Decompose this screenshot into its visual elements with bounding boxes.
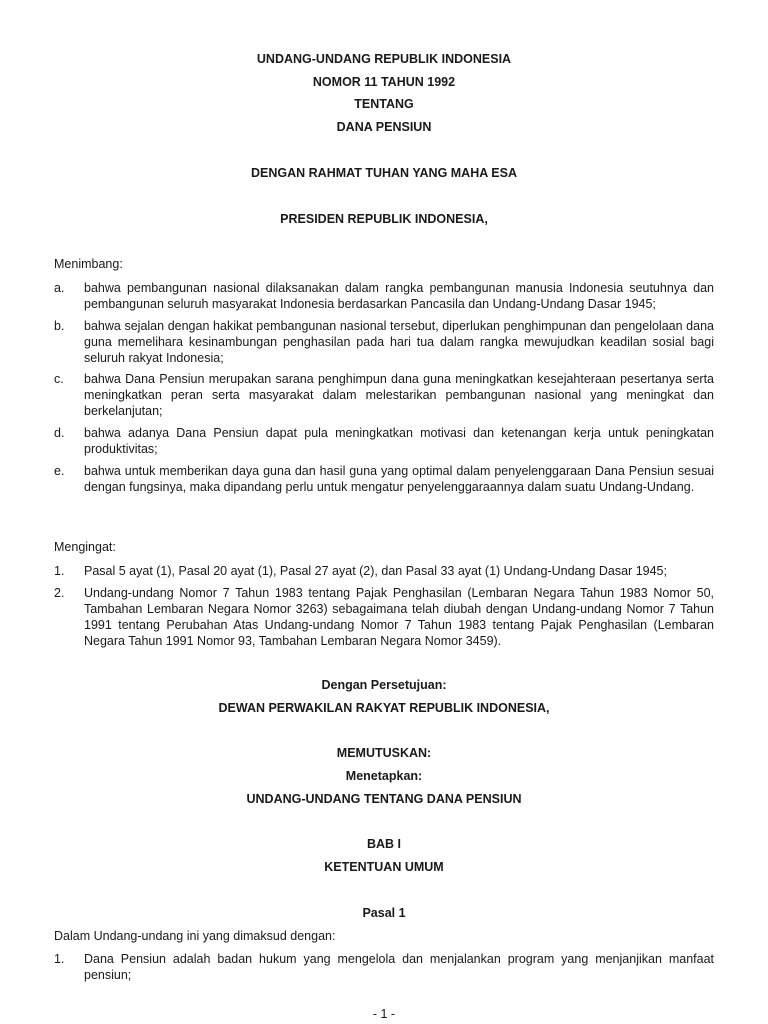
item-text: bahwa untuk memberikan daya guna dan hasil guna yang optimal dalam penyelenggaraan Dana Pensiun sesuai dengan fungsinya, maka dipandang perlu untuk mengatur penyelenggaraannya dalam suatu Undang-Undang. — [84, 464, 714, 494]
item-marker: c. — [54, 372, 64, 386]
law-number: NOMOR 11 TAHUN 1992 — [312, 75, 456, 89]
law-name-heading: UNDANG-UNDANG TENTANG DANA PENSIUN — [246, 792, 522, 806]
item-marker: d. — [54, 426, 65, 440]
item-text: Dana Pensiun adalah badan hukum yang mengelola dan menjalankan program yang menjanjikan manfaat pensiun; — [84, 952, 714, 982]
article-title: Pasal 1 — [362, 906, 406, 920]
enactment-heading: Menetapkan: — [345, 769, 423, 783]
law-title: UNDANG-UNDANG REPUBLIK INDONESIA — [256, 52, 512, 66]
mengingat-item — [54, 563, 714, 579]
decision-heading: MEMUTUSKAN: — [336, 746, 432, 760]
menimbang-item — [54, 463, 714, 495]
item-marker: a. — [54, 281, 65, 295]
item-marker: 2. — [54, 586, 65, 600]
item-text: bahwa pembangunan nasional dilaksanakan dalam rangka pembangunan manusia Indonesia seutuhnya dan pembangunan seluruh masyarakat Indonesia berdasarkan Pancasila dan Undang-Undang Dasar 1945; — [84, 281, 714, 311]
item-text: bahwa adanya Dana Pensiun dapat pula meningkatkan motivasi dan ketenangan kerja untuk peningkatan produktivitas; — [84, 426, 714, 456]
menimbang-item — [54, 280, 714, 312]
mengingat-label: Mengingat: — [54, 540, 116, 554]
president-heading: PRESIDEN REPUBLIK INDONESIA, — [280, 212, 488, 226]
item-text: bahwa sejalan dengan hakikat pembangunan nasional tersebut, diperlukan penghimpunan dan pengelolaan dana guna memelihara kesinambungan penghasilan pada hari tua dalam rangka mewujudkan keadilan sosial bagi seluruh rakyat Indonesia; — [84, 319, 714, 365]
mengingat-item — [54, 585, 714, 649]
menimbang-item — [54, 318, 714, 366]
chapter-number: BAB I — [366, 837, 402, 851]
menimbang-item — [54, 371, 714, 419]
item-marker: 1. — [54, 952, 65, 966]
page-number: - 1 - — [372, 1007, 396, 1021]
item-marker: b. — [54, 319, 65, 333]
item-text: Undang-undang Nomor 7 Tahun 1983 tentang Pajak Penghasilan (Lembaran Negara Tahun 1983 Nomor 50, Tambahan Lembaran Negara Nomor 3263) sebagaimana telah diubah dengan Undang-undang Nomor 7 Tahun 1991 tentang Perubahan Atas Undang-undang Nomor 7 Tahun 1983 tentang Pajak Penghasilan (Lembaran Negara Tahun 1991 Nomor 93, Tambahan Lembaran Negara Nomor 3459). — [84, 586, 714, 648]
article-item — [54, 951, 714, 983]
law-subject: DANA PENSIUN — [336, 120, 432, 134]
item-marker: e. — [54, 464, 65, 478]
approval-heading: Dengan Persetujuan: — [321, 678, 447, 692]
dpr-heading: DEWAN PERWAKILAN RAKYAT REPUBLIK INDONESIA, — [218, 701, 550, 715]
item-text: Pasal 5 ayat (1), Pasal 20 ayat (1), Pasal 27 ayat (2), dan Pasal 33 ayat (1) Undang-Undang Dasar 1945; — [84, 564, 667, 578]
item-marker: 1. — [54, 564, 65, 578]
blessing-heading: DENGAN RAHMAT TUHAN YANG MAHA ESA — [251, 166, 517, 180]
menimbang-label: Menimbang: — [54, 257, 123, 271]
item-text: bahwa Dana Pensiun merupakan sarana penghimpun dana guna meningkatkan kesejahteraan pesertanya serta meningkatkan peran serta masyarakat dalam melestarikan pembangunan nasional yang meningkat dan berkelanjutan; — [84, 372, 714, 418]
law-about: TENTANG — [354, 97, 414, 111]
article-intro: Dalam Undang-undang ini yang dimaksud dengan: — [54, 929, 336, 943]
menimbang-item — [54, 425, 714, 457]
chapter-title: KETENTUAN UMUM — [324, 860, 444, 874]
